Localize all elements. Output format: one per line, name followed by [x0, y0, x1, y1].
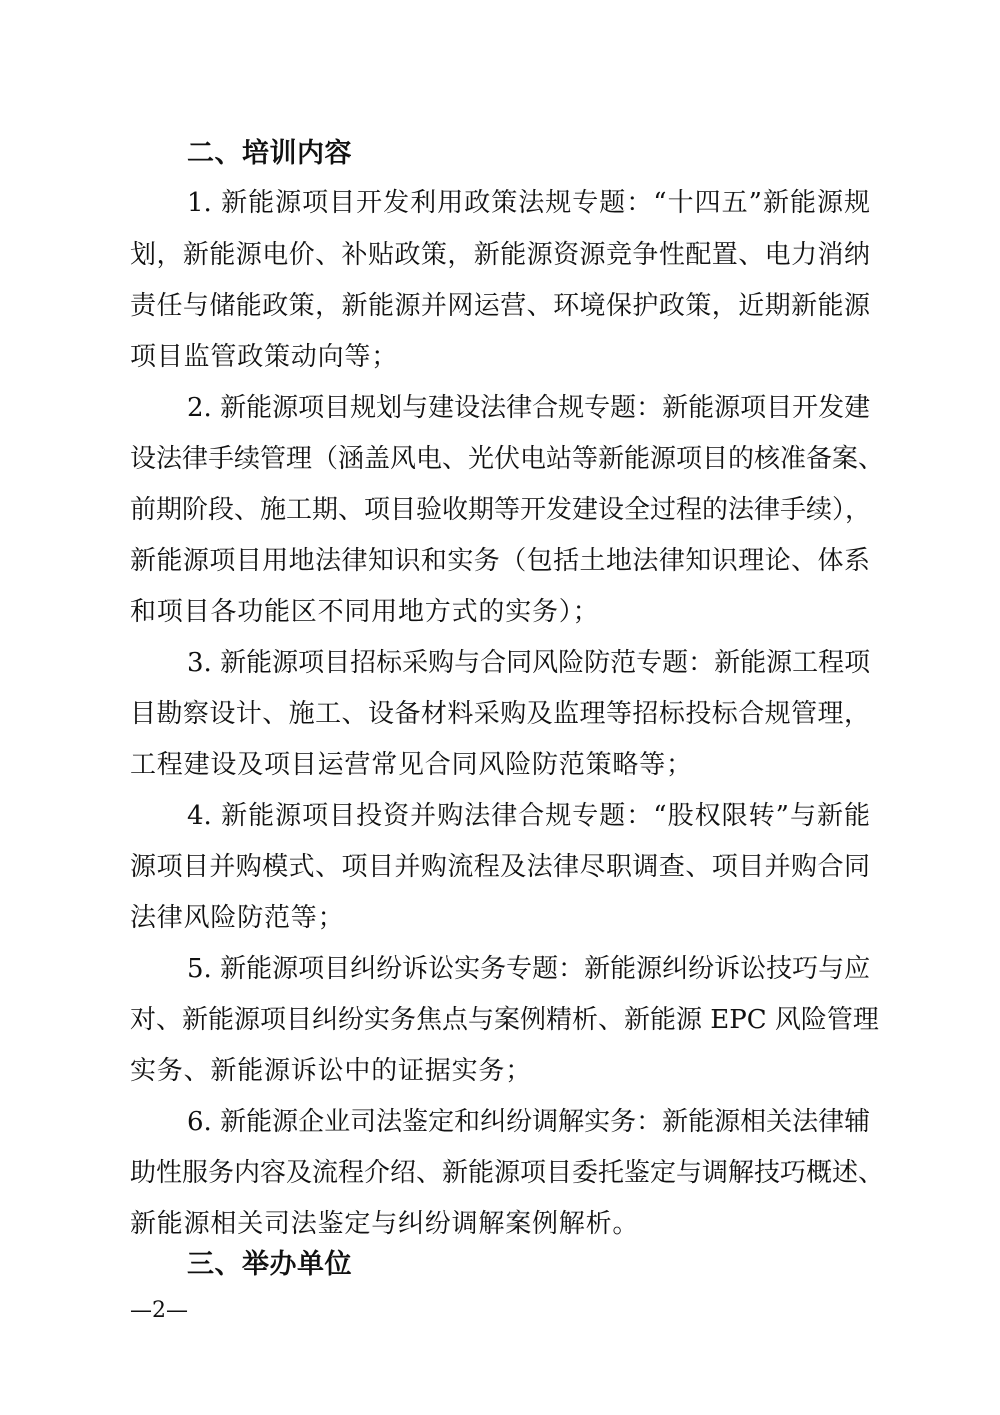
paragraph-2-line-1: 2. 新能源项目规划与建设法律合规专题：新能源项目开发建 [187, 393, 871, 423]
paragraph-2-line-5: 和项目各功能区不同用地方式的实务）； [130, 597, 600, 627]
paragraph-3-line-1: 3. 新能源项目招标采购与合同风险防范专题：新能源工程项 [187, 648, 871, 678]
paragraph-1-line-1: 1. 新能源项目开发利用政策法规专题：“十四五”新能源规 [187, 188, 870, 218]
paragraph-4-line-3: 法律风险防范等； [130, 903, 345, 933]
paragraph-5-line-2: 对、新能源项目纠纷实务焦点与案例精析、新能源 EPC 风险管理 [130, 1005, 879, 1035]
paragraph-1-line-4: 项目监管政策动向等； [130, 342, 399, 372]
paragraph-6-line-2: 助性服务内容及流程介绍、新能源项目委托鉴定与调解技巧概述、 [130, 1158, 885, 1188]
section-heading-organizers: 三、举办单位 [187, 1249, 352, 1280]
paragraph-1-line-3: 责任与储能政策，新能源并网运营、环境保护政策，近期新能源 [130, 291, 870, 321]
paragraph-6-line-1: 6. 新能源企业司法鉴定和纠纷调解实务：新能源相关法律辅 [187, 1107, 871, 1137]
paragraph-6-line-3: 新能源相关司法鉴定与纠纷调解案例解析。 [130, 1209, 640, 1239]
paragraph-2-line-3: 前期阶段、施工期、项目验收期等开发建设全过程的法律手续）， [130, 495, 872, 525]
paragraph-3-line-2: 目勘察设计、施工、设备材料采购及监理等招标投标合规管理， [130, 699, 870, 729]
paragraph-2-line-2: 设法律手续管理（涵盖风电、光伏电站等新能源项目的核准备案、 [130, 444, 885, 474]
paragraph-2-line-4: 新能源项目用地法律知识和实务（包括土地法律知识理论、体系 [130, 546, 870, 576]
section-heading-training-content: 二、培训内容 [187, 138, 352, 169]
paragraph-1-line-2: 划，新能源电价、补贴政策，新能源资源竞争性配置、电力消纳 [130, 240, 870, 270]
paragraph-4-line-1: 4. 新能源项目投资并购法律合规专题：“股权限转”与新能 [187, 801, 870, 831]
paragraph-4-line-2: 源项目并购模式、项目并购流程及法律尽职调查、项目并购合同 [130, 852, 870, 882]
paragraph-3-line-3: 工程建设及项目运营常见合同风险防范策略等； [130, 750, 693, 780]
paragraph-5-line-1: 5. 新能源项目纠纷诉讼实务专题：新能源纠纷诉讼技巧与应 [187, 954, 871, 984]
paragraph-5-line-3: 实务、新能源诉讼中的证据实务； [130, 1056, 533, 1086]
page-number: —2— [130, 1298, 188, 1323]
